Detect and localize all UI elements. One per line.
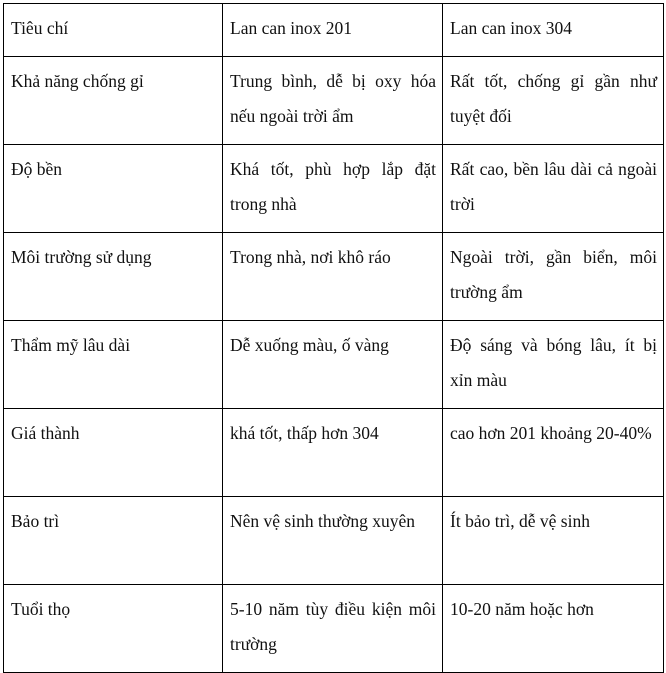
table-row [4, 233, 664, 321]
criteria-cell: Môi trường sử dụng [4, 233, 223, 321]
table-row [4, 497, 664, 585]
table-row [4, 57, 664, 145]
criteria-cell: Tuổi thọ [4, 585, 223, 673]
table-row [4, 585, 664, 673]
inox-201-cell: Khá tốt, phù hợp lắp đặt trong nhà [223, 145, 443, 233]
criteria-cell: Thẩm mỹ lâu dài [4, 321, 223, 409]
inox-201-cell: Dễ xuống màu, ố vàng [223, 321, 443, 409]
table-row [4, 409, 664, 497]
inox-201-cell: 5-10 năm tùy điều kiện môi trường [223, 585, 443, 673]
comparison-table [3, 3, 664, 673]
inox-304-cell: Ít bảo trì, dễ vệ sinh [443, 497, 664, 585]
inox-304-cell: 10-20 năm hoặc hơn [443, 585, 664, 673]
inox-201-cell: Trong nhà, nơi khô ráo [223, 233, 443, 321]
inox-304-cell: Độ sáng và bóng lâu, ít bị xỉn màu [443, 321, 664, 409]
inox-201-cell: Nên vệ sinh thường xuyên [223, 497, 443, 585]
inox-304-cell: Rất tốt, chống gỉ gần như tuyệt đối [443, 57, 664, 145]
criteria-cell: Khả năng chống gỉ [4, 57, 223, 145]
header-inox-304: Lan can inox 304 [443, 4, 664, 57]
inox-304-cell: Ngoài trời, gần biển, môi trường ẩm [443, 233, 664, 321]
table-row [4, 145, 664, 233]
header-criteria: Tiêu chí [4, 4, 223, 57]
criteria-cell: Bảo trì [4, 497, 223, 585]
inox-304-cell: cao hơn 201 khoảng 20-40% [443, 409, 664, 497]
header-row [4, 4, 664, 57]
criteria-cell: Giá thành [4, 409, 223, 497]
inox-304-cell: Rất cao, bền lâu dài cả ngoài trời [443, 145, 664, 233]
inox-201-cell: Trung bình, dễ bị oxy hóa nếu ngoài trời ẩm [223, 57, 443, 145]
inox-201-cell: khá tốt, thấp hơn 304 [223, 409, 443, 497]
criteria-cell: Độ bền [4, 145, 223, 233]
header-inox-201: Lan can inox 201 [223, 4, 443, 57]
table-row [4, 321, 664, 409]
